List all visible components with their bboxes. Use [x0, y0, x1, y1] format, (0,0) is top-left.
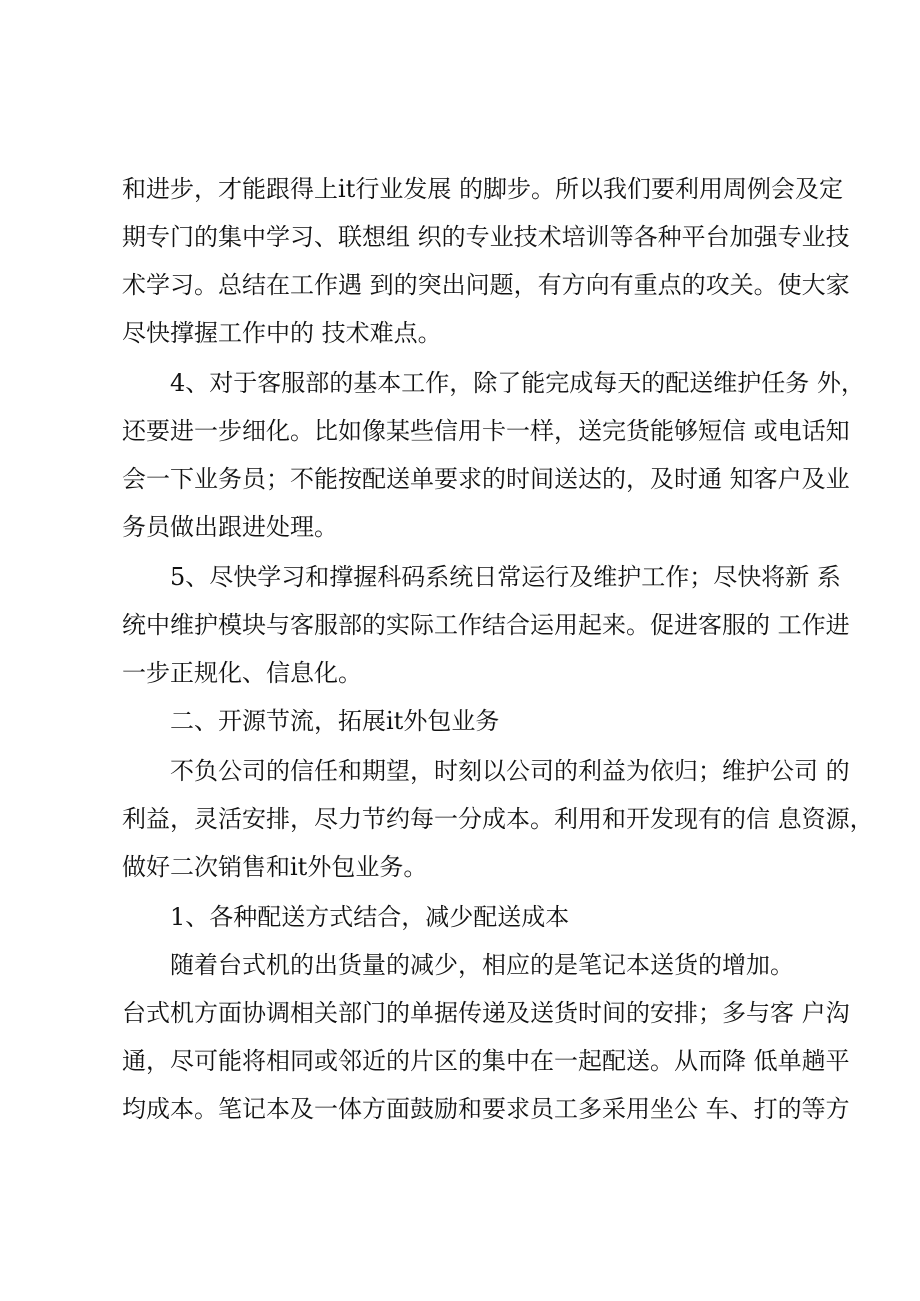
text-line: 尽快撑握工作中的 技术难点。 — [122, 319, 442, 347]
text-line: 统中维护模块与客服部的实际工作结合运用起来。促进客服的 工作进 — [122, 611, 850, 639]
text-line: 随着台式机的出货量的减少，相应的是笔记本送货的增加。 — [170, 951, 794, 979]
subsection-heading: 1、各种配送方式结合，减少配送成本 — [170, 903, 570, 931]
text-line: 会一下业务员；不能按配送单要求的时间送达的，及时通 知客户及业 — [122, 465, 850, 493]
text-line: 一步正规化、信息化。 — [122, 659, 362, 687]
text-line: 台式机方面协调相关部门的单据传递及送货时间的安排；多与客 户沟 — [122, 999, 850, 1027]
text-line: 做好二次销售和it外包业务。 — [122, 853, 428, 881]
text-line: 5、尽快学习和撑握科码系统日常运行及维护工作；尽快将新 系 — [170, 563, 841, 591]
text-line: 务员做出跟进处理。 — [122, 513, 338, 541]
text-line: 利益，灵活安排，尽力节约每一分成本。利用和开发现有的信 息资源， — [122, 805, 874, 833]
text-line: 期专门的集中学习、联想组 织的专业技术培训等各种平台加强专业技 — [122, 223, 850, 251]
text-line: 均成本。笔记本及一体方面鼓励和要求员工多采用坐公 车、打的等方 — [122, 1095, 850, 1123]
text-line: 4、对于客服部的基本工作，除了能完成每天的配送维护任务 外， — [170, 369, 865, 397]
text-line: 通，尽可能将相同或邻近的片区的集中在一起配送。从而降 低单趟平 — [122, 1047, 850, 1075]
text-line: 不负公司的信任和期望，时刻以公司的利益为依归；维护公司 的 — [170, 757, 850, 785]
section-heading: 二、开源节流，拓展it外包业务 — [170, 707, 500, 735]
text-line: 术学习。总结在工作遇 到的突出问题，有方向有重点的攻关。使大家 — [122, 271, 850, 299]
text-line: 还要进一步细化。比如像某些信用卡一样，送完货能够短信 或电话知 — [122, 417, 850, 445]
text-line: 和进步，才能跟得上it行业发展 的脚步。所以我们要利用周例会及定 — [122, 175, 843, 203]
